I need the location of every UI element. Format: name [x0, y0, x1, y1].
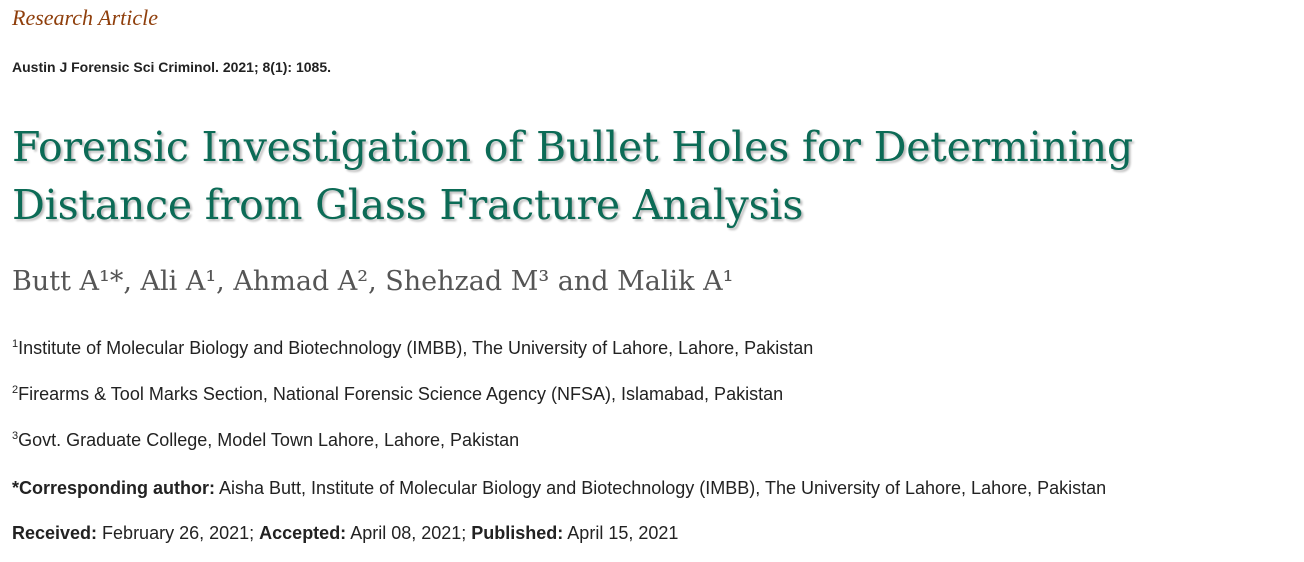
affiliation-2: [12, 384, 783, 405]
accepted-date: April 08, 2021;: [346, 523, 472, 543]
article-title-line-2: Distance from Glass Fracture Analysis: [12, 181, 804, 229]
corresponding-author-text: Aisha Butt, Institute of Molecular Biology and Biotechnology (IMBB), The University of Lahore, Lahore, Pakistan: [215, 478, 1107, 498]
article-title-line-1: Forensic Investigation of Bullet Holes for Determining: [12, 123, 1134, 171]
affiliation-1: [12, 338, 813, 359]
corresponding-author-label: *Corresponding author:: [12, 478, 215, 498]
journal-citation: Austin J Forensic Sci Criminol. 2021; 8(1): 1085.: [12, 59, 331, 75]
publication-dates: [12, 523, 678, 544]
affiliation-marker: 2: [12, 384, 19, 396]
affiliation-marker: 1: [12, 338, 19, 350]
published-label: Published:: [471, 523, 564, 543]
published-date: April 15, 2021: [563, 523, 679, 543]
accepted-label: Accepted:: [259, 523, 347, 543]
article-title: [12, 118, 1297, 234]
affiliation-marker: 3: [12, 430, 19, 442]
received-date: February 26, 2021;: [97, 523, 260, 543]
article-type-label: Research Article: [12, 5, 159, 30]
affiliation-3: [12, 430, 519, 451]
affiliation-text: Institute of Molecular Biology and Biotechnology (IMBB), The University of Lahore, Lahore, Pakistan: [18, 338, 814, 358]
corresponding-author: [12, 478, 1106, 499]
affiliation-text: Firearms & Tool Marks Section, National Forensic Science Agency (NFSA), Islamabad, Pakistan: [18, 384, 784, 404]
author-list: Butt A¹*, Ali A¹, Ahmad A², Shehzad M³ and Malik A¹: [12, 266, 734, 297]
received-label: Received:: [12, 523, 98, 543]
affiliation-text: Govt. Graduate College, Model Town Lahore, Lahore, Pakistan: [18, 430, 520, 450]
